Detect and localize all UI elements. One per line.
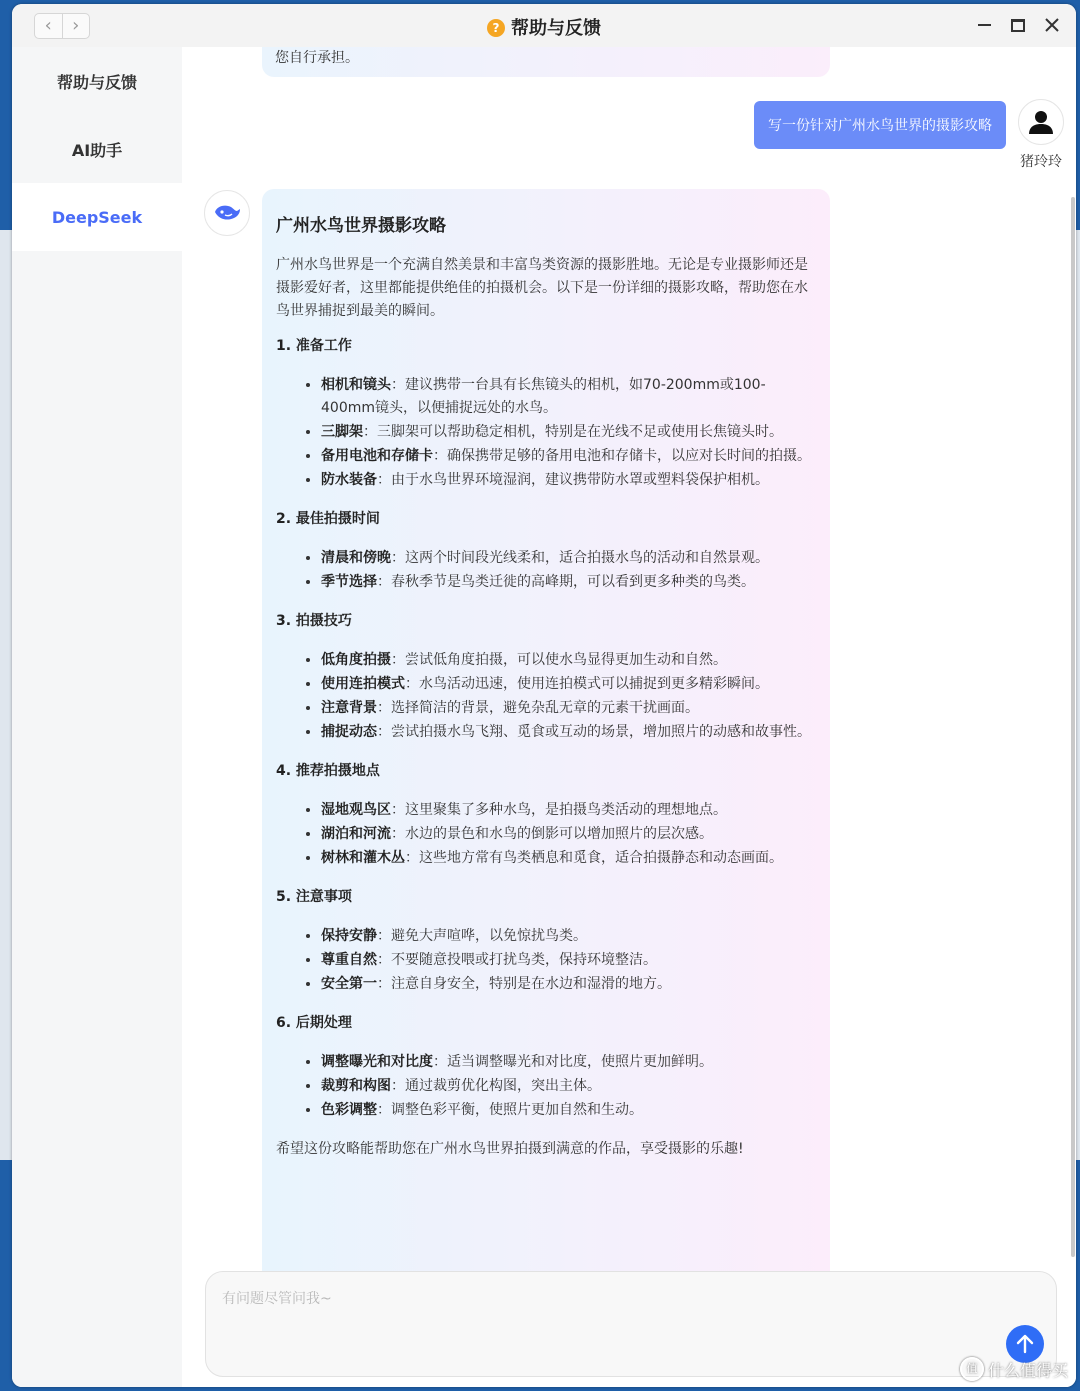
answer-sections [276, 335, 816, 1122]
section-heading: 2. 最佳拍摄时间 [276, 511, 380, 527]
list-item-text: ：水鸟活动迅速，使用连拍模式可以捕捉到更多精彩瞬间。 [405, 676, 769, 692]
section-heading: 4. 推荐拍摄地点 [276, 763, 380, 779]
list-item-text: ：春秋季节是鸟类迁徙的高峰期，可以看到更多种类的鸟类。 [377, 574, 755, 590]
section-list [276, 925, 816, 996]
list-item [321, 949, 816, 972]
title-bar [12, 4, 1076, 47]
list-item-text: ：建议携带一台具有长焦镜头的相机，如70-200mm或100-400mm镜头，以便捕捉远处的水鸟。 [321, 377, 766, 416]
list-item [321, 697, 816, 720]
help-icon: ? [487, 19, 505, 37]
list-item-text: ：这两个时间段光线柔和，适合拍摄水鸟的活动和自然景观。 [391, 550, 769, 566]
section-list [276, 1051, 816, 1122]
list-item-term: 注意背景 [321, 700, 377, 716]
list-item-text: ：水边的景色和水鸟的倒影可以增加照片的层次感。 [391, 826, 713, 842]
chat-input-box [205, 1271, 1057, 1377]
section-heading: 1. 准备工作 [276, 338, 352, 354]
section-list [276, 547, 816, 594]
list-item-term: 季节选择 [321, 574, 377, 590]
list-item-term: 色彩调整 [321, 1102, 377, 1118]
close-icon[interactable] [1044, 16, 1060, 34]
list-item [321, 421, 816, 444]
user-message-row [754, 99, 1066, 171]
list-item-term: 相机和镜头 [321, 377, 391, 393]
list-item-term: 使用连拍模式 [321, 676, 405, 692]
chat-panel [182, 47, 1076, 1387]
sidebar-item-help-feedback[interactable]: 帮助与反馈 [56, 72, 137, 92]
list-item-term: 树林和灌木丛 [321, 850, 405, 866]
sidebar-item-ai-assistant[interactable]: AI助手 [71, 140, 123, 160]
previous-message-bubble [262, 47, 830, 77]
list-item-text: ：适当调整曝光和对比度，使照片更加鲜明。 [433, 1054, 713, 1070]
list-item-term: 湿地观鸟区 [321, 802, 391, 818]
list-item [321, 799, 816, 822]
window-controls [976, 16, 1060, 34]
previous-message-tail: 您自行承担。 [275, 50, 359, 66]
section-heading: 3. 拍摄技巧 [276, 613, 352, 629]
list-item-text: ：由于水鸟世界环境湿润，建议携带防水罩或塑料袋保护相机。 [377, 472, 769, 488]
list-item-term: 低角度拍摄 [321, 652, 391, 668]
list-item-term: 尊重自然 [321, 952, 377, 968]
list-item-text: ：通过裁剪优化构图，突出主体。 [391, 1078, 601, 1094]
section-list [276, 649, 816, 744]
section-heading: 6. 后期处理 [276, 1015, 352, 1031]
list-item-term: 湖泊和河流 [321, 826, 391, 842]
list-item-term: 保持安静 [321, 928, 377, 944]
answer-intro: 广州水鸟世界是一个充满自然美景和丰富鸟类资源的摄影胜地。无论是专业摄影师还是摄影爱好者，这里都能提供绝佳的拍摄机会。以下是一份详细的摄影攻略，帮助您在水鸟世界捕捉到最美的瞬间。 [276, 257, 808, 319]
list-item-text: ：三脚架可以帮助稳定相机，特别是在光线不足或使用长焦镜头时。 [363, 424, 783, 440]
list-item [321, 445, 816, 468]
list-item [321, 823, 816, 846]
watermark-badge: 值 [960, 1357, 984, 1381]
list-item-text: ：尝试拍摄水鸟飞翔、觅食或互动的场景，增加照片的动感和故事性。 [377, 724, 811, 740]
watermark-text: 什么值得买 [987, 1360, 1068, 1380]
list-item [321, 925, 816, 948]
list-item [321, 469, 816, 492]
list-item-text: ：避免大声喧哗，以免惊扰鸟类。 [377, 928, 587, 944]
window-title-text: 帮助与反馈 [511, 18, 601, 39]
chat-input[interactable] [220, 1286, 984, 1360]
sidebar [12, 47, 182, 1387]
section-list [276, 374, 816, 492]
list-item-text: ：这里聚集了多种水鸟，是拍摄鸟类活动的理想地点。 [391, 802, 727, 818]
list-item-term: 清晨和傍晚 [321, 550, 391, 566]
chat-scrollbar[interactable] [1071, 197, 1075, 1257]
list-item-text: ：选择简洁的背景，避免杂乱无章的元素干扰画面。 [377, 700, 699, 716]
answer-outro: 希望这份攻略能帮助您在广州水鸟世界拍摄到满意的作品，享受摄影的乐趣! [276, 1141, 744, 1157]
list-item [321, 649, 816, 672]
assistant-message-bubble [262, 189, 830, 1289]
list-item-text: ：尝试低角度拍摄，可以使水鸟显得更加生动和自然。 [391, 652, 727, 668]
arrow-up-icon [1016, 1334, 1034, 1354]
list-item [321, 1075, 816, 1098]
list-item [321, 374, 816, 420]
answer-title: 广州水鸟世界摄影攻略 [276, 216, 446, 236]
list-item-text: ：这些地方常有鸟类栖息和觅食，适合拍摄静态和动态画面。 [405, 850, 783, 866]
list-item [321, 847, 816, 870]
minimize-icon[interactable] [976, 16, 992, 34]
list-item-text: ：不要随意投喂或打扰鸟类，保持环境整洁。 [377, 952, 657, 968]
list-item-term: 防水装备 [321, 472, 377, 488]
list-item-term: 捕捉动态 [321, 724, 377, 740]
list-item-term: 安全第一 [321, 976, 377, 992]
watermark [960, 1357, 1068, 1381]
list-item [321, 1099, 816, 1122]
list-item [321, 547, 816, 570]
list-item [321, 673, 816, 696]
maximize-icon[interactable] [1010, 16, 1026, 34]
forward-button[interactable]: › [72, 15, 80, 36]
list-item [321, 721, 816, 744]
user-avatar-icon [1018, 99, 1064, 145]
list-item [321, 973, 816, 996]
app-window [12, 4, 1076, 1387]
list-item-term: 备用电池和存储卡 [321, 448, 433, 464]
list-item [321, 1051, 816, 1074]
section-heading: 5. 注意事项 [276, 889, 352, 905]
window-title [12, 14, 1076, 40]
user-message-bubble: 写一份针对广州水鸟世界的摄影攻略 [754, 101, 1006, 149]
user-avatar-block [1016, 99, 1066, 171]
list-item-text: ：调整色彩平衡，使照片更加自然和生动。 [377, 1102, 643, 1118]
section-list [276, 799, 816, 870]
list-item-term: 调整曝光和对比度 [321, 1054, 433, 1070]
list-item-text: ：注意自身安全，特别是在水边和湿滑的地方。 [377, 976, 671, 992]
sidebar-item-deepseek[interactable]: DeepSeek [12, 183, 182, 251]
list-item-term: 三脚架 [321, 424, 363, 440]
list-item-term: 裁剪和构图 [321, 1078, 391, 1094]
back-button[interactable]: ‹ [35, 14, 63, 38]
list-item-text: ：确保携带足够的备用电池和存储卡，以应对长时间的拍摄。 [433, 448, 811, 464]
list-item [321, 571, 816, 594]
user-name: 猪玲玲 [1020, 154, 1062, 170]
deepseek-whale-icon [204, 190, 250, 236]
